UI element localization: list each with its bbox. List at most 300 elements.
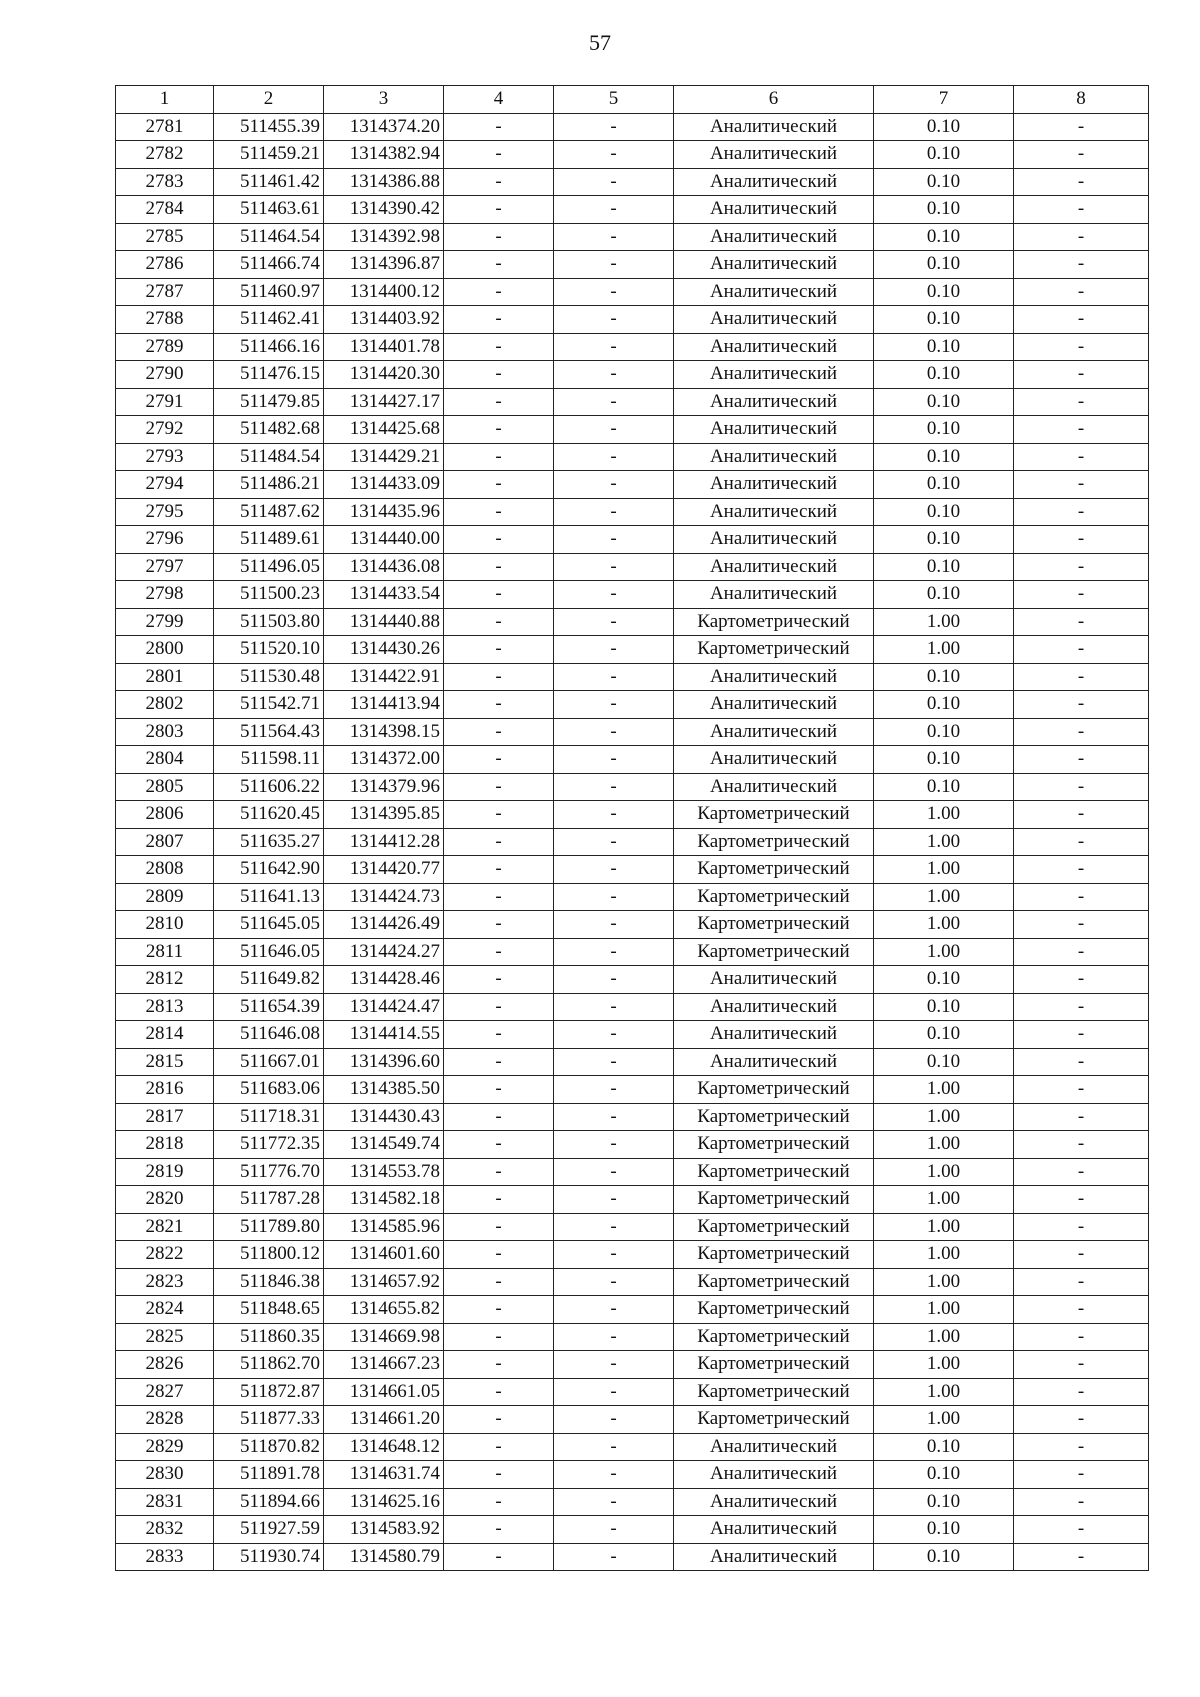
accuracy-cell: 1.00: [874, 1076, 1014, 1104]
accuracy-cell: 0.10: [874, 746, 1014, 774]
coordinate-y-cell: 1314398.15: [324, 718, 444, 746]
column-5-value-cell: -: [554, 1461, 674, 1489]
table-row: [116, 278, 1149, 306]
column-4-value-cell: -: [444, 1488, 554, 1516]
column-5-value-cell: -: [554, 883, 674, 911]
accuracy-cell: 1.00: [874, 911, 1014, 939]
column-8-value-cell: -: [1014, 1076, 1149, 1104]
method-cell: Картометрический: [674, 608, 874, 636]
table-row: [116, 1433, 1149, 1461]
coordinate-x-cell: 511846.38: [214, 1268, 324, 1296]
coordinate-x-cell: 511463.61: [214, 196, 324, 224]
column-4-value-cell: -: [444, 1296, 554, 1324]
column-5-value-cell: -: [554, 746, 674, 774]
point-number-cell: 2787: [116, 278, 214, 306]
column-4-value-cell: -: [444, 471, 554, 499]
point-number-cell: 2807: [116, 828, 214, 856]
coordinate-x-cell: 511860.35: [214, 1323, 324, 1351]
point-number-cell: 2806: [116, 801, 214, 829]
column-5-value-cell: -: [554, 1296, 674, 1324]
column-8-value-cell: -: [1014, 1241, 1149, 1269]
column-header: 8: [1014, 86, 1149, 114]
coordinate-y-cell: 1314583.92: [324, 1516, 444, 1544]
column-8-value-cell: -: [1014, 1158, 1149, 1186]
method-cell: Аналитический: [674, 1433, 874, 1461]
column-8-value-cell: -: [1014, 966, 1149, 994]
coordinate-x-cell: 511520.10: [214, 636, 324, 664]
method-cell: Аналитический: [674, 526, 874, 554]
table-row: [116, 1488, 1149, 1516]
accuracy-cell: 0.10: [874, 251, 1014, 279]
accuracy-cell: 1.00: [874, 1131, 1014, 1159]
column-8-value-cell: -: [1014, 883, 1149, 911]
point-number-cell: 2795: [116, 498, 214, 526]
coordinate-x-cell: 511787.28: [214, 1186, 324, 1214]
coordinate-x-cell: 511642.90: [214, 856, 324, 884]
table-row: [116, 1323, 1149, 1351]
accuracy-cell: 1.00: [874, 1406, 1014, 1434]
column-4-value-cell: -: [444, 416, 554, 444]
coordinate-x-cell: 511479.85: [214, 388, 324, 416]
coordinate-y-cell: 1314422.91: [324, 663, 444, 691]
accuracy-cell: 0.10: [874, 306, 1014, 334]
column-8-value-cell: -: [1014, 278, 1149, 306]
table-row: [116, 1131, 1149, 1159]
coordinate-x-cell: 511598.11: [214, 746, 324, 774]
point-number-cell: 2824: [116, 1296, 214, 1324]
page-number: 57: [589, 30, 611, 55]
column-5-value-cell: -: [554, 993, 674, 1021]
coordinate-y-cell: 1314414.55: [324, 1021, 444, 1049]
method-cell: Аналитический: [674, 306, 874, 334]
coordinate-y-cell: 1314424.27: [324, 938, 444, 966]
accuracy-cell: 1.00: [874, 1241, 1014, 1269]
column-8-value-cell: -: [1014, 526, 1149, 554]
accuracy-cell: 1.00: [874, 1186, 1014, 1214]
accuracy-cell: 0.10: [874, 471, 1014, 499]
column-4-value-cell: -: [444, 938, 554, 966]
method-cell: Аналитический: [674, 993, 874, 1021]
coordinate-x-cell: 511645.05: [214, 911, 324, 939]
point-number-cell: 2814: [116, 1021, 214, 1049]
accuracy-cell: 0.10: [874, 1488, 1014, 1516]
column-4-value-cell: -: [444, 1213, 554, 1241]
column-8-value-cell: -: [1014, 113, 1149, 141]
point-number-cell: 2818: [116, 1131, 214, 1159]
table-row: [116, 1076, 1149, 1104]
method-cell: Аналитический: [674, 113, 874, 141]
accuracy-cell: 0.10: [874, 223, 1014, 251]
column-5-value-cell: -: [554, 141, 674, 169]
column-8-value-cell: -: [1014, 1461, 1149, 1489]
table-row: [116, 993, 1149, 1021]
coordinate-x-cell: 511772.35: [214, 1131, 324, 1159]
column-4-value-cell: -: [444, 691, 554, 719]
point-number-cell: 2786: [116, 251, 214, 279]
point-number-cell: 2832: [116, 1516, 214, 1544]
column-5-value-cell: -: [554, 333, 674, 361]
point-number-cell: 2792: [116, 416, 214, 444]
coordinate-x-cell: 511464.54: [214, 223, 324, 251]
column-8-value-cell: -: [1014, 1378, 1149, 1406]
column-4-value-cell: -: [444, 718, 554, 746]
column-4-value-cell: -: [444, 1351, 554, 1379]
table-row: [116, 773, 1149, 801]
coordinate-y-cell: 1314374.20: [324, 113, 444, 141]
coordinate-y-cell: 1314582.18: [324, 1186, 444, 1214]
column-4-value-cell: -: [444, 361, 554, 389]
accuracy-cell: 1.00: [874, 938, 1014, 966]
accuracy-cell: 0.10: [874, 388, 1014, 416]
table-row: [116, 223, 1149, 251]
table-row: [116, 828, 1149, 856]
column-header: 6: [674, 86, 874, 114]
column-8-value-cell: -: [1014, 1103, 1149, 1131]
method-cell: Картометрический: [674, 1131, 874, 1159]
point-number-cell: 2808: [116, 856, 214, 884]
point-number-cell: 2781: [116, 113, 214, 141]
coordinate-x-cell: 511635.27: [214, 828, 324, 856]
coordinate-y-cell: 1314433.54: [324, 581, 444, 609]
column-4-value-cell: -: [444, 1076, 554, 1104]
column-header: 4: [444, 86, 554, 114]
accuracy-cell: 1.00: [874, 1323, 1014, 1351]
column-8-value-cell: -: [1014, 1488, 1149, 1516]
column-8-value-cell: -: [1014, 1268, 1149, 1296]
column-4-value-cell: -: [444, 388, 554, 416]
column-8-value-cell: -: [1014, 1323, 1149, 1351]
coordinate-y-cell: 1314440.00: [324, 526, 444, 554]
table-row: [116, 746, 1149, 774]
coordinate-y-cell: 1314385.50: [324, 1076, 444, 1104]
accuracy-cell: 1.00: [874, 1296, 1014, 1324]
point-number-cell: 2785: [116, 223, 214, 251]
method-cell: Аналитический: [674, 966, 874, 994]
coordinate-y-cell: 1314631.74: [324, 1461, 444, 1489]
method-cell: Аналитический: [674, 416, 874, 444]
accuracy-cell: 1.00: [874, 1213, 1014, 1241]
coordinate-x-cell: 511500.23: [214, 581, 324, 609]
table-row: [116, 608, 1149, 636]
point-number-cell: 2828: [116, 1406, 214, 1434]
coordinate-x-cell: 511486.21: [214, 471, 324, 499]
point-number-cell: 2821: [116, 1213, 214, 1241]
coordinate-x-cell: 511620.45: [214, 801, 324, 829]
coordinate-y-cell: 1314413.94: [324, 691, 444, 719]
accuracy-cell: 0.10: [874, 993, 1014, 1021]
point-number-cell: 2811: [116, 938, 214, 966]
column-5-value-cell: -: [554, 581, 674, 609]
column-4-value-cell: -: [444, 251, 554, 279]
accuracy-cell: 0.10: [874, 416, 1014, 444]
accuracy-cell: 0.10: [874, 718, 1014, 746]
accuracy-cell: 0.10: [874, 498, 1014, 526]
column-header: 3: [324, 86, 444, 114]
coordinate-y-cell: 1314430.43: [324, 1103, 444, 1131]
point-number-cell: 2817: [116, 1103, 214, 1131]
column-8-value-cell: -: [1014, 1406, 1149, 1434]
method-cell: Картометрический: [674, 1213, 874, 1241]
column-8-value-cell: -: [1014, 608, 1149, 636]
coordinate-x-cell: 511776.70: [214, 1158, 324, 1186]
column-8-value-cell: -: [1014, 773, 1149, 801]
column-4-value-cell: -: [444, 1406, 554, 1434]
column-4-value-cell: -: [444, 1103, 554, 1131]
method-cell: Аналитический: [674, 1516, 874, 1544]
column-5-value-cell: -: [554, 828, 674, 856]
column-5-value-cell: -: [554, 1186, 674, 1214]
table-row: [116, 1351, 1149, 1379]
column-4-value-cell: -: [444, 1241, 554, 1269]
column-8-value-cell: -: [1014, 196, 1149, 224]
coordinate-x-cell: 511487.62: [214, 498, 324, 526]
column-5-value-cell: -: [554, 966, 674, 994]
method-cell: Картометрический: [674, 1296, 874, 1324]
point-number-cell: 2825: [116, 1323, 214, 1351]
coordinate-y-cell: 1314667.23: [324, 1351, 444, 1379]
table-row: [116, 911, 1149, 939]
coordinate-y-cell: 1314379.96: [324, 773, 444, 801]
method-cell: Картометрический: [674, 1378, 874, 1406]
column-5-value-cell: -: [554, 1323, 674, 1351]
accuracy-cell: 1.00: [874, 883, 1014, 911]
column-8-value-cell: -: [1014, 1213, 1149, 1241]
column-8-value-cell: -: [1014, 993, 1149, 1021]
column-5-value-cell: -: [554, 553, 674, 581]
column-8-value-cell: -: [1014, 443, 1149, 471]
column-5-value-cell: -: [554, 416, 674, 444]
accuracy-cell: 1.00: [874, 1351, 1014, 1379]
column-4-value-cell: -: [444, 1048, 554, 1076]
accuracy-cell: 0.10: [874, 553, 1014, 581]
column-header: 5: [554, 86, 674, 114]
table-row: [116, 1213, 1149, 1241]
point-number-cell: 2810: [116, 911, 214, 939]
column-8-value-cell: -: [1014, 663, 1149, 691]
column-5-value-cell: -: [554, 663, 674, 691]
column-8-value-cell: -: [1014, 911, 1149, 939]
point-number-cell: 2804: [116, 746, 214, 774]
column-8-value-cell: -: [1014, 1543, 1149, 1571]
column-5-value-cell: -: [554, 196, 674, 224]
point-number-cell: 2816: [116, 1076, 214, 1104]
method-cell: Аналитический: [674, 1048, 874, 1076]
table-row: [116, 526, 1149, 554]
coordinate-x-cell: 511460.97: [214, 278, 324, 306]
coordinates-table: [115, 85, 1149, 1571]
table-row: [116, 1158, 1149, 1186]
column-5-value-cell: -: [554, 306, 674, 334]
column-5-value-cell: -: [554, 1406, 674, 1434]
coordinate-y-cell: 1314426.49: [324, 911, 444, 939]
column-4-value-cell: -: [444, 1516, 554, 1544]
method-cell: Картометрический: [674, 856, 874, 884]
coordinate-y-cell: 1314435.96: [324, 498, 444, 526]
table-row: [116, 333, 1149, 361]
column-8-value-cell: -: [1014, 333, 1149, 361]
point-number-cell: 2789: [116, 333, 214, 361]
column-4-value-cell: -: [444, 443, 554, 471]
coordinate-y-cell: 1314428.46: [324, 966, 444, 994]
column-5-value-cell: -: [554, 1076, 674, 1104]
column-5-value-cell: -: [554, 1433, 674, 1461]
column-5-value-cell: -: [554, 1103, 674, 1131]
point-number-cell: 2788: [116, 306, 214, 334]
column-5-value-cell: -: [554, 856, 674, 884]
coordinate-x-cell: 511891.78: [214, 1461, 324, 1489]
table-row: [116, 1021, 1149, 1049]
table-row: [116, 1461, 1149, 1489]
coordinate-y-cell: 1314400.12: [324, 278, 444, 306]
point-number-cell: 2783: [116, 168, 214, 196]
coordinate-y-cell: 1314425.68: [324, 416, 444, 444]
coordinate-x-cell: 511683.06: [214, 1076, 324, 1104]
accuracy-cell: 1.00: [874, 801, 1014, 829]
method-cell: Картометрический: [674, 1103, 874, 1131]
column-5-value-cell: -: [554, 718, 674, 746]
method-cell: Картометрический: [674, 636, 874, 664]
column-8-value-cell: -: [1014, 691, 1149, 719]
table-row: [116, 1241, 1149, 1269]
column-8-value-cell: -: [1014, 1351, 1149, 1379]
coordinate-y-cell: 1314661.20: [324, 1406, 444, 1434]
coordinate-y-cell: 1314386.88: [324, 168, 444, 196]
column-4-value-cell: -: [444, 141, 554, 169]
column-5-value-cell: -: [554, 443, 674, 471]
coordinate-x-cell: 511894.66: [214, 1488, 324, 1516]
coordinate-y-cell: 1314412.28: [324, 828, 444, 856]
accuracy-cell: 0.10: [874, 141, 1014, 169]
column-5-value-cell: -: [554, 278, 674, 306]
point-number-cell: 2800: [116, 636, 214, 664]
accuracy-cell: 0.10: [874, 1433, 1014, 1461]
coordinate-y-cell: 1314403.92: [324, 306, 444, 334]
table-row: [116, 966, 1149, 994]
table-row: [116, 1406, 1149, 1434]
coordinate-y-cell: 1314430.26: [324, 636, 444, 664]
coordinate-x-cell: 511641.13: [214, 883, 324, 911]
column-4-value-cell: -: [444, 1158, 554, 1186]
coordinate-y-cell: 1314648.12: [324, 1433, 444, 1461]
column-5-value-cell: -: [554, 801, 674, 829]
coordinate-y-cell: 1314661.05: [324, 1378, 444, 1406]
column-4-value-cell: -: [444, 196, 554, 224]
accuracy-cell: 0.10: [874, 168, 1014, 196]
table-row: [116, 691, 1149, 719]
coordinate-y-cell: 1314395.85: [324, 801, 444, 829]
coordinate-x-cell: 511462.41: [214, 306, 324, 334]
accuracy-cell: 0.10: [874, 196, 1014, 224]
coordinate-y-cell: 1314585.96: [324, 1213, 444, 1241]
coordinate-y-cell: 1314436.08: [324, 553, 444, 581]
table-row: [116, 1296, 1149, 1324]
table-row: [116, 471, 1149, 499]
coordinate-x-cell: 511564.43: [214, 718, 324, 746]
table-row: [116, 1378, 1149, 1406]
point-number-cell: 2809: [116, 883, 214, 911]
coordinate-y-cell: 1314657.92: [324, 1268, 444, 1296]
column-4-value-cell: -: [444, 746, 554, 774]
coordinate-y-cell: 1314553.78: [324, 1158, 444, 1186]
accuracy-cell: 1.00: [874, 1103, 1014, 1131]
accuracy-cell: 1.00: [874, 1158, 1014, 1186]
coordinate-y-cell: 1314372.00: [324, 746, 444, 774]
coordinate-x-cell: 511466.16: [214, 333, 324, 361]
coordinate-y-cell: 1314401.78: [324, 333, 444, 361]
point-number-cell: 2794: [116, 471, 214, 499]
point-number-cell: 2790: [116, 361, 214, 389]
coordinate-x-cell: 511476.15: [214, 361, 324, 389]
table-row: [116, 416, 1149, 444]
coordinate-x-cell: 511800.12: [214, 1241, 324, 1269]
method-cell: Картометрический: [674, 1076, 874, 1104]
point-number-cell: 2801: [116, 663, 214, 691]
method-cell: Аналитический: [674, 1021, 874, 1049]
column-8-value-cell: -: [1014, 636, 1149, 664]
accuracy-cell: 0.10: [874, 526, 1014, 554]
coordinate-x-cell: 511930.74: [214, 1543, 324, 1571]
column-8-value-cell: -: [1014, 1296, 1149, 1324]
table-row: [116, 1543, 1149, 1571]
accuracy-cell: 0.10: [874, 361, 1014, 389]
coordinate-x-cell: 511484.54: [214, 443, 324, 471]
table-row: [116, 938, 1149, 966]
column-8-value-cell: -: [1014, 1048, 1149, 1076]
point-number-cell: 2823: [116, 1268, 214, 1296]
column-8-value-cell: -: [1014, 388, 1149, 416]
coordinate-y-cell: 1314549.74: [324, 1131, 444, 1159]
point-number-cell: 2830: [116, 1461, 214, 1489]
coordinate-y-cell: 1314420.77: [324, 856, 444, 884]
method-cell: Аналитический: [674, 773, 874, 801]
column-5-value-cell: -: [554, 1131, 674, 1159]
column-4-value-cell: -: [444, 278, 554, 306]
column-5-value-cell: -: [554, 1021, 674, 1049]
column-5-value-cell: -: [554, 636, 674, 664]
table-row: [116, 141, 1149, 169]
accuracy-cell: 0.10: [874, 581, 1014, 609]
method-cell: Аналитический: [674, 168, 874, 196]
method-cell: Аналитический: [674, 553, 874, 581]
method-cell: Аналитический: [674, 471, 874, 499]
table-row: [116, 113, 1149, 141]
column-8-value-cell: -: [1014, 1186, 1149, 1214]
method-cell: Аналитический: [674, 223, 874, 251]
coordinate-y-cell: 1314669.98: [324, 1323, 444, 1351]
column-8-value-cell: -: [1014, 828, 1149, 856]
table-row: [116, 581, 1149, 609]
accuracy-cell: 0.10: [874, 1048, 1014, 1076]
table-row: [116, 856, 1149, 884]
coordinate-x-cell: 511789.80: [214, 1213, 324, 1241]
method-cell: Картометрический: [674, 1268, 874, 1296]
column-8-value-cell: -: [1014, 553, 1149, 581]
column-4-value-cell: -: [444, 1186, 554, 1214]
method-cell: Картометрический: [674, 1158, 874, 1186]
accuracy-cell: 0.10: [874, 1516, 1014, 1544]
table-row: [116, 361, 1149, 389]
method-cell: Аналитический: [674, 278, 874, 306]
method-cell: Аналитический: [674, 388, 874, 416]
coordinate-x-cell: 511482.68: [214, 416, 324, 444]
table-row: [116, 168, 1149, 196]
accuracy-cell: 0.10: [874, 1543, 1014, 1571]
column-8-value-cell: -: [1014, 856, 1149, 884]
column-5-value-cell: -: [554, 1241, 674, 1269]
column-4-value-cell: -: [444, 1323, 554, 1351]
point-number-cell: 2805: [116, 773, 214, 801]
column-5-value-cell: -: [554, 251, 674, 279]
